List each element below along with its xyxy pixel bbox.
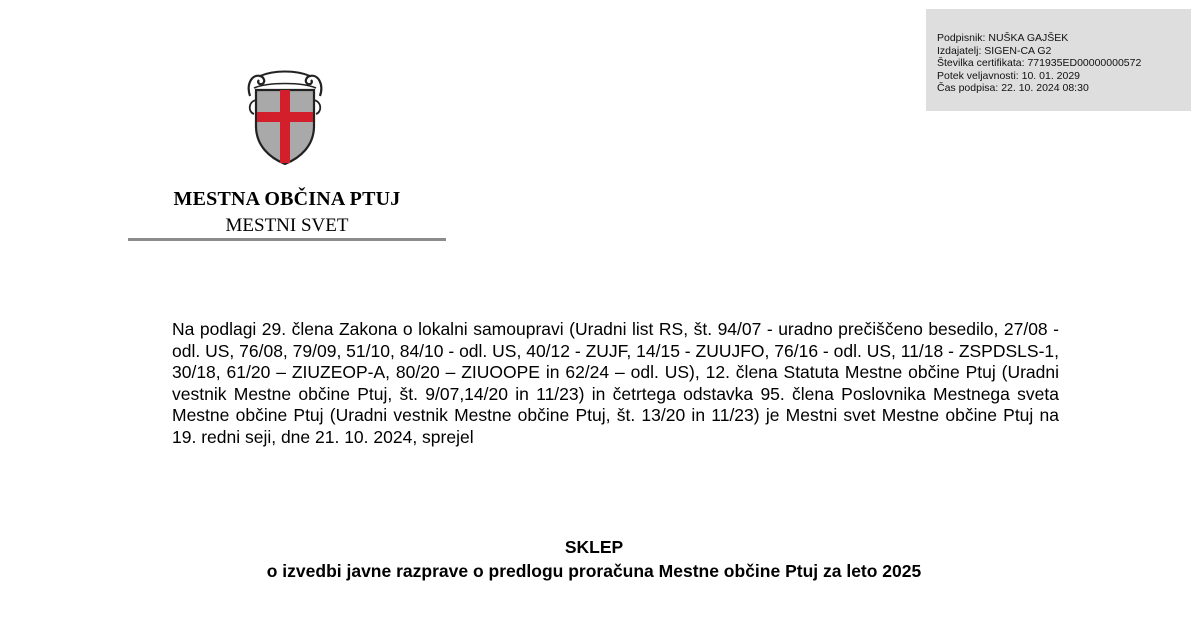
document-subtitle: o izvedbi javne razprave o predlogu proračuna Mestne občine Ptuj za leto 2025 (266, 561, 922, 581)
organization-name: MESTNA OBČINA PTUJ (173, 188, 401, 210)
signature-certificate: Številka certifikata: 771935ED00000000572 (937, 57, 1142, 70)
legal-basis-paragraph: Na podlagi 29. člena Zakona o lokalni samoupravi (Uradni list RS, št. 94/07 - uradno prečiščeno besedilo, 27/08 - odl. US, 76/08, 79/09, 51/10, 84/10 - odl. US, 40/12 - ZUJF, 14/15 - ZUUJFO, 76/16 - odl. US, 11/18 - ZSPDSLS-1, 30/18, 61/20 – ZIUZEOP-A, 80/20 – ZIUOOPE in 62/24 – odl. US), 12. člena Statuta Mestne občine Ptuj (Uradni vestnik Mestne občine Ptuj, št. 9/07,14/20 in 11/23) in četrtega odstavka 95. člena Poslovnika Mestnega sveta Mestne občine Ptuj (Uradni vestnik Mestne občine Ptuj, št. 13/20 in 11/23) je Mestni svet Mestne občine Ptuj na 19. redni seji, dne 21. 10. 2024, sprejel (172, 319, 1059, 447)
signature-issuer: Izdajatelj: SIGEN-CA G2 (937, 44, 1052, 57)
ptuj-coat-of-arms-icon (244, 66, 326, 166)
digital-signature-box (926, 9, 1191, 111)
document-title: SKLEP (564, 537, 624, 557)
signature-valid-until: Potek veljavnosti: 10. 01. 2029 (937, 69, 1081, 82)
organization-body: MESTNI SVET (225, 215, 349, 236)
signature-time: Čas podpisa: 22. 10. 2024 08:30 (937, 82, 1089, 95)
signature-signer: Podpisnik: NUŠKA GAJŠEK (937, 32, 1069, 44)
header-divider (128, 238, 446, 241)
